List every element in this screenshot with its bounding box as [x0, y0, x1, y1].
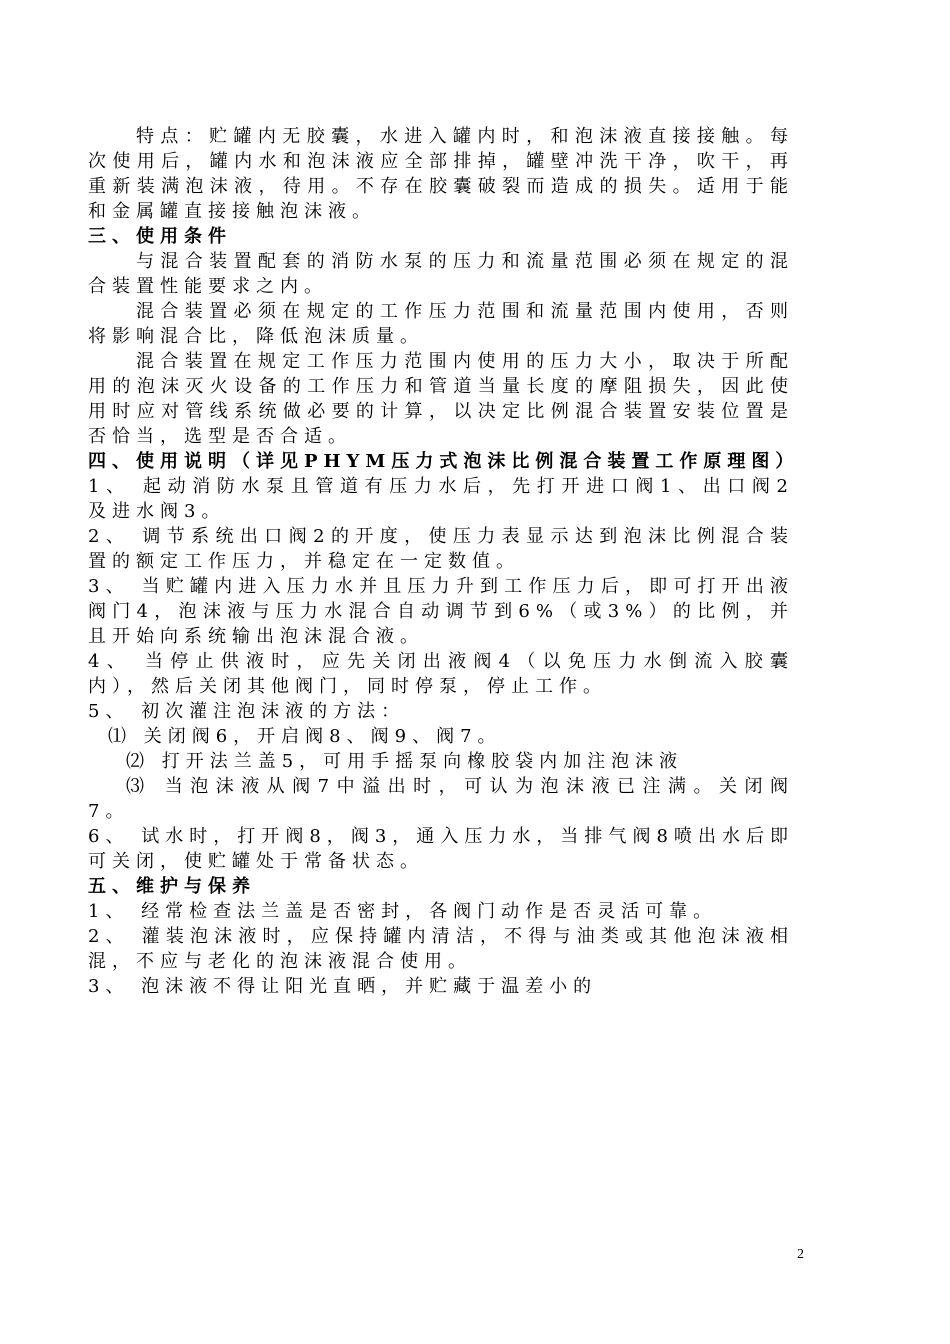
- section-heading: 四、使用说明（详见PHYM压力式泡沫比例混合装置工作原理图）: [88, 451, 800, 472]
- list-item: 5、 初次灌注泡沫液的方法：: [88, 701, 406, 722]
- list-item: 2、 调节系统出口阀2的开度，使压力表显示达到泡沫比例混合装置的额定工作压力，并稳定在一定数值。: [88, 526, 794, 572]
- sub-list-item: ⑵ 打开法兰盖5，可用手摇泵向橡胶袋内加注泡沫液: [126, 751, 684, 772]
- paragraph: 混合装置在规定工作压力范围内使用的压力大小，取决于所配用的泡沫灭火设备的工作压力和管道当量长度的摩阻损失，因此使用时应对管线系统做必要的计算，以决定比例混合装置安装位置是否恰当，选型是否合适。: [88, 351, 794, 447]
- page-number: 2: [797, 1247, 804, 1262]
- list-item: 3、 当贮罐内进入压力水并且压力升到工作压力后，即可打开出液阀门4，泡沫液与压力水混合自动调节到6%（或3%）的比例，并且开始向系统输出泡沫混合液。: [88, 576, 794, 647]
- list-item: 3、 泡沫液不得让阳光直晒，并贮藏于温差小的: [88, 976, 598, 997]
- paragraph: 与混合装置配套的消防水泵的压力和流量范围必须在规定的混合装置性能要求之内。: [88, 251, 794, 297]
- list-item: 4、 当停止供液时，应先关闭出液阀4（以免压力水倒流入胶囊内），然后关闭其他阀门，同时停泵，停止工作。: [88, 651, 794, 697]
- paragraph: 特点：贮罐内无胶囊，水进入罐内时，和泡沫液直接接触。每次使用后，罐内水和泡沫液应全部排掉，罐壁冲洗干净，吹干，再重新装满泡沫液，待用。不存在胶囊破裂而造成的损失。适用于能和金属罐直接接触泡沫液。: [88, 126, 794, 222]
- list-item: 1、 经常检查法兰盖是否密封，各阀门动作是否灵活可靠。: [88, 901, 718, 922]
- section-heading: 五、维护与保养: [88, 876, 256, 897]
- list-item: 2、 灌装泡沫液时，应保持罐内清洁，不得与油类或其他泡沫液相混，不应与老化的泡沫液混合使用。: [88, 926, 794, 972]
- list-item: 1、 起动消防水泵且管道有压力水后，先打开进口阀1、出口阀2及进水阀3。: [88, 476, 794, 522]
- document-body: [88, 124, 800, 999]
- sub-list-item: ⑴ 关闭阀6，开启阀8、阀9、阀7。: [108, 726, 502, 747]
- sub-list-item: ⑶ 当泡沫液从阀7中溢出时，可认为泡沫液已注满。关闭阀7。: [88, 776, 794, 822]
- list-item: 6、 试水时，打开阀8，阀3，通入压力水，当排气阀8喷出水后即可关闭，使贮罐处于常备状态。: [88, 826, 794, 872]
- paragraph: 混合装置必须在规定的工作压力范围和流量范围内使用，否则将影响混合比，降低泡沫质量。: [88, 301, 794, 347]
- section-heading: 三、使用条件: [88, 226, 232, 247]
